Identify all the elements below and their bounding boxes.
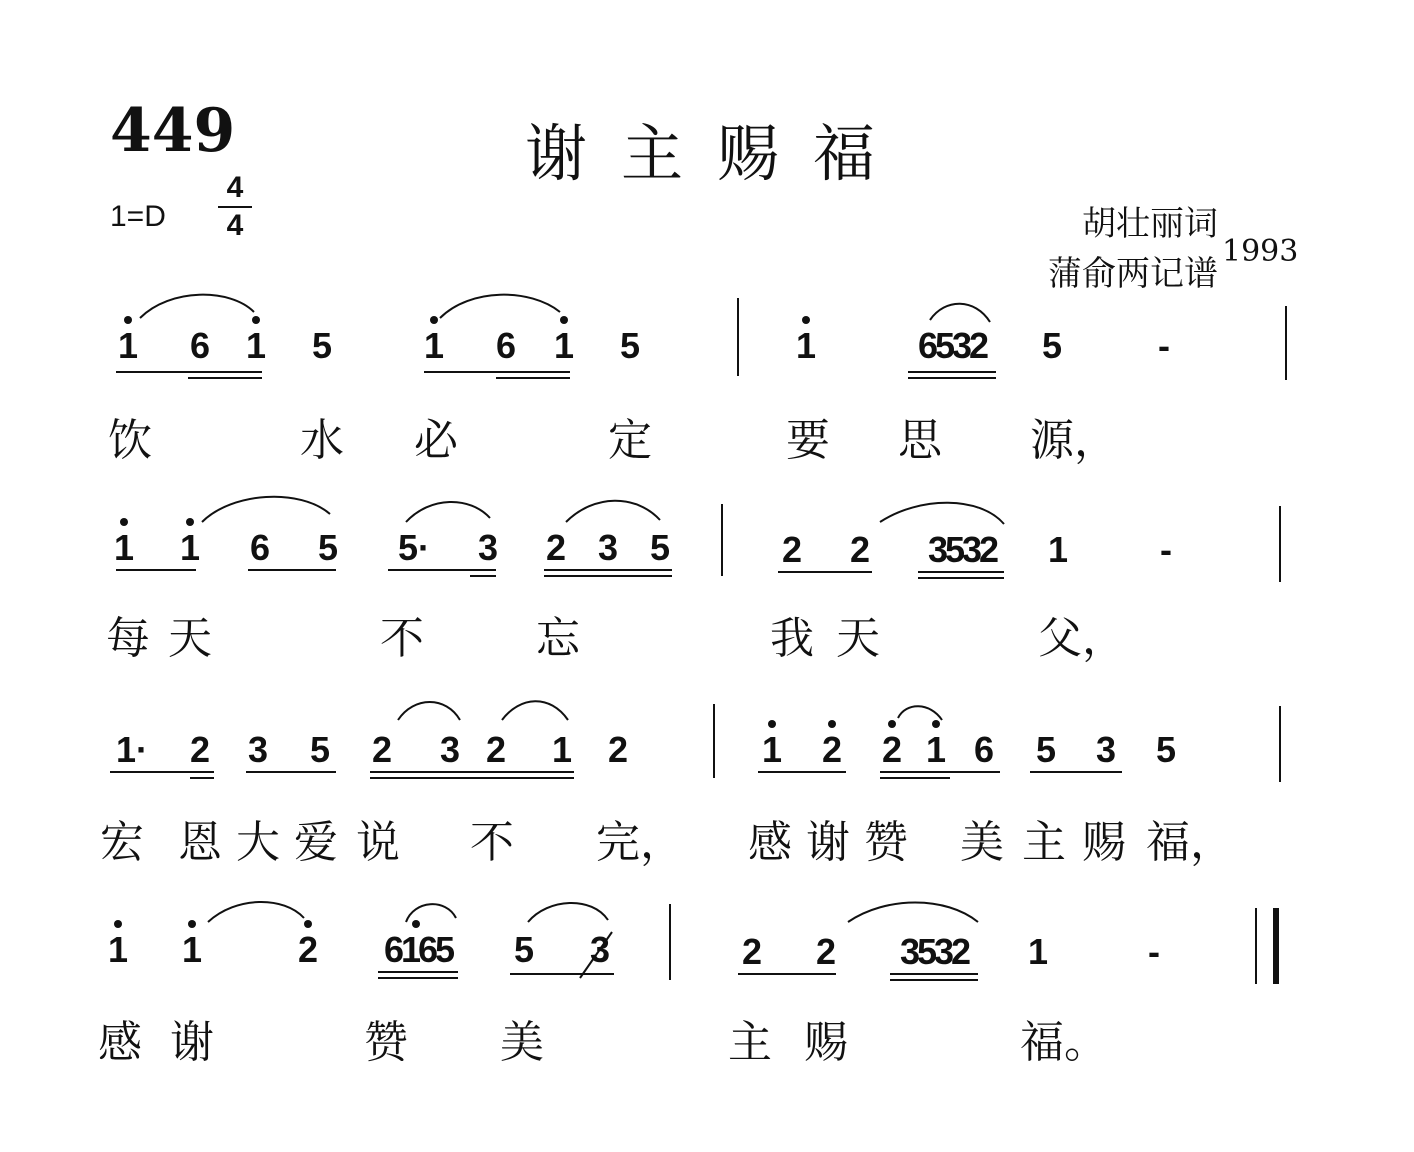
note: 1 xyxy=(107,929,129,970)
hymn-number: 449 xyxy=(110,96,236,166)
note: 1 xyxy=(795,325,817,366)
octave-dot xyxy=(768,720,776,728)
slur xyxy=(208,902,304,922)
note: 6 xyxy=(249,527,271,568)
note: 2 xyxy=(741,931,763,972)
lyricist-credit: 胡壮丽词 xyxy=(1082,204,1218,244)
note: 1 xyxy=(1027,931,1049,972)
note-group: 6532 xyxy=(917,325,987,366)
note: 5 xyxy=(1155,729,1177,770)
lyric-syllable: 赐 xyxy=(804,1017,848,1068)
slur xyxy=(502,701,568,720)
slur xyxy=(406,904,456,922)
note: 2 xyxy=(781,529,803,570)
octave-dot xyxy=(430,316,438,324)
lyric-syllable: 大 xyxy=(236,817,280,868)
note: 1 xyxy=(117,325,139,366)
note: 1 xyxy=(761,729,783,770)
note: 1 xyxy=(181,929,203,970)
lyric-syllable: 源， xyxy=(1030,415,1118,466)
lyric-syllable: 恩 xyxy=(178,817,222,868)
lyric-syllable: 谢 xyxy=(806,817,850,868)
octave-dot xyxy=(828,720,836,728)
octave-dot xyxy=(304,920,312,928)
lyric-syllable: 赞 xyxy=(364,1017,408,1068)
lyric-syllable: 福。 xyxy=(1020,1017,1108,1068)
note-group: 6165 xyxy=(383,929,453,970)
dash: - xyxy=(1160,529,1172,570)
score-line-2 xyxy=(113,497,1280,582)
slur xyxy=(880,503,1004,524)
note: 1· xyxy=(115,729,149,770)
key-signature: 1=D xyxy=(110,200,166,233)
note: 3 xyxy=(247,729,269,770)
note: 3 xyxy=(477,527,499,568)
note: 1 xyxy=(925,729,947,770)
dots-line-3 xyxy=(768,720,940,728)
lyric-syllable: 完， xyxy=(596,817,684,868)
slur xyxy=(398,702,460,720)
lyric-syllable: 赐 xyxy=(1082,817,1126,868)
note: 5· xyxy=(397,527,431,568)
note: 1 xyxy=(113,527,135,568)
dash: - xyxy=(1148,931,1160,972)
note: 5 xyxy=(311,325,333,366)
slur xyxy=(898,706,942,720)
lyric-syllable: 主 xyxy=(728,1017,772,1068)
slur xyxy=(202,497,330,522)
octave-dot xyxy=(560,316,568,324)
octave-dot xyxy=(188,920,196,928)
octave-dot xyxy=(252,316,260,324)
octave-dot xyxy=(888,720,896,728)
lyric-syllable: 天 xyxy=(168,613,212,664)
slur xyxy=(140,295,254,318)
note: 1 xyxy=(551,729,573,770)
slur xyxy=(848,903,978,923)
octave-dot xyxy=(186,518,194,526)
note: 1 xyxy=(1047,529,1069,570)
lyric-syllable: 我 xyxy=(770,613,814,664)
note: 5 xyxy=(317,527,339,568)
note-group: 3532 xyxy=(899,931,969,972)
dots-line-2 xyxy=(120,518,194,526)
note: 6 xyxy=(973,729,995,770)
lyric-syllable: 忘 xyxy=(536,613,580,664)
lyric-syllable: 主 xyxy=(1022,817,1066,868)
note: 2 xyxy=(371,729,393,770)
octave-dot xyxy=(932,720,940,728)
lyric-syllable: 感 xyxy=(748,817,792,868)
note: 2 xyxy=(815,931,837,972)
lyric-syllable: 宏 xyxy=(100,817,144,868)
lyric-syllable: 要 xyxy=(786,415,830,466)
note: 2 xyxy=(849,529,871,570)
lyric-syllable: 不 xyxy=(380,613,424,664)
lyric-syllable: 饮 xyxy=(108,415,152,466)
note: 5 xyxy=(513,929,535,970)
note: 2 xyxy=(545,527,567,568)
note: 2 xyxy=(821,729,843,770)
lyric-syllable: 福， xyxy=(1146,817,1234,868)
lyric-syllable: 水 xyxy=(300,415,344,466)
lyric-syllable: 美 xyxy=(500,1017,544,1068)
note: 3 xyxy=(439,729,461,770)
lyric-syllable: 思 xyxy=(898,415,942,466)
lyric-syllable: 每 xyxy=(106,613,150,664)
year: 1993 xyxy=(1222,234,1299,269)
slur xyxy=(440,295,560,318)
dash: - xyxy=(1158,325,1170,366)
note: 2 xyxy=(881,729,903,770)
notation-credit: 蒲俞两记谱 xyxy=(1048,254,1218,294)
octave-dot xyxy=(114,920,122,928)
slur xyxy=(930,304,990,322)
note: 3 xyxy=(1095,729,1117,770)
lyric-syllable: 谢 xyxy=(170,1017,214,1068)
note: 1 xyxy=(553,325,575,366)
lyric-syllable: 天 xyxy=(836,613,880,664)
lyric-syllable: 说 xyxy=(356,817,400,868)
note: 3 xyxy=(597,527,619,568)
note: 1 xyxy=(179,527,201,568)
time-signature-bottom: 4 xyxy=(226,209,244,242)
time-signature-top: 4 xyxy=(218,170,252,208)
lyric-syllable: 不 xyxy=(470,817,514,868)
octave-dot xyxy=(412,920,420,928)
lyric-syllable: 必 xyxy=(414,415,458,466)
note: 6 xyxy=(495,325,517,366)
octave-dot xyxy=(124,316,132,324)
slur xyxy=(406,502,490,522)
note: 1 xyxy=(423,325,445,366)
hymn-title: 谢主赐福 xyxy=(524,117,909,190)
lyric-syllable: 父， xyxy=(1038,613,1126,664)
dots-line-1 xyxy=(124,316,810,324)
lyric-syllable: 赞 xyxy=(864,817,908,868)
note: 2 xyxy=(607,729,629,770)
note: 5 xyxy=(1041,325,1063,366)
note: 5 xyxy=(1035,729,1057,770)
slur xyxy=(566,501,660,522)
note: 5 xyxy=(619,325,641,366)
slur xyxy=(528,903,608,922)
note: 6 xyxy=(189,325,211,366)
lyric-syllable: 定 xyxy=(608,415,652,466)
note: 2 xyxy=(485,729,507,770)
note-group: 3532 xyxy=(927,529,997,570)
lyric-syllable: 爱 xyxy=(294,817,338,868)
note: 1 xyxy=(245,325,267,366)
octave-dot xyxy=(802,316,810,324)
score-line-1 xyxy=(116,295,1286,380)
lyric-syllable: 美 xyxy=(960,817,1004,868)
note: 2 xyxy=(297,929,319,970)
note: 5 xyxy=(649,527,671,568)
octave-dot xyxy=(120,518,128,526)
note: 3 xyxy=(589,929,611,970)
note: 2 xyxy=(189,729,211,770)
lyric-syllable: 感 xyxy=(98,1017,142,1068)
note: 5 xyxy=(309,729,331,770)
dots-line-4 xyxy=(114,920,420,928)
